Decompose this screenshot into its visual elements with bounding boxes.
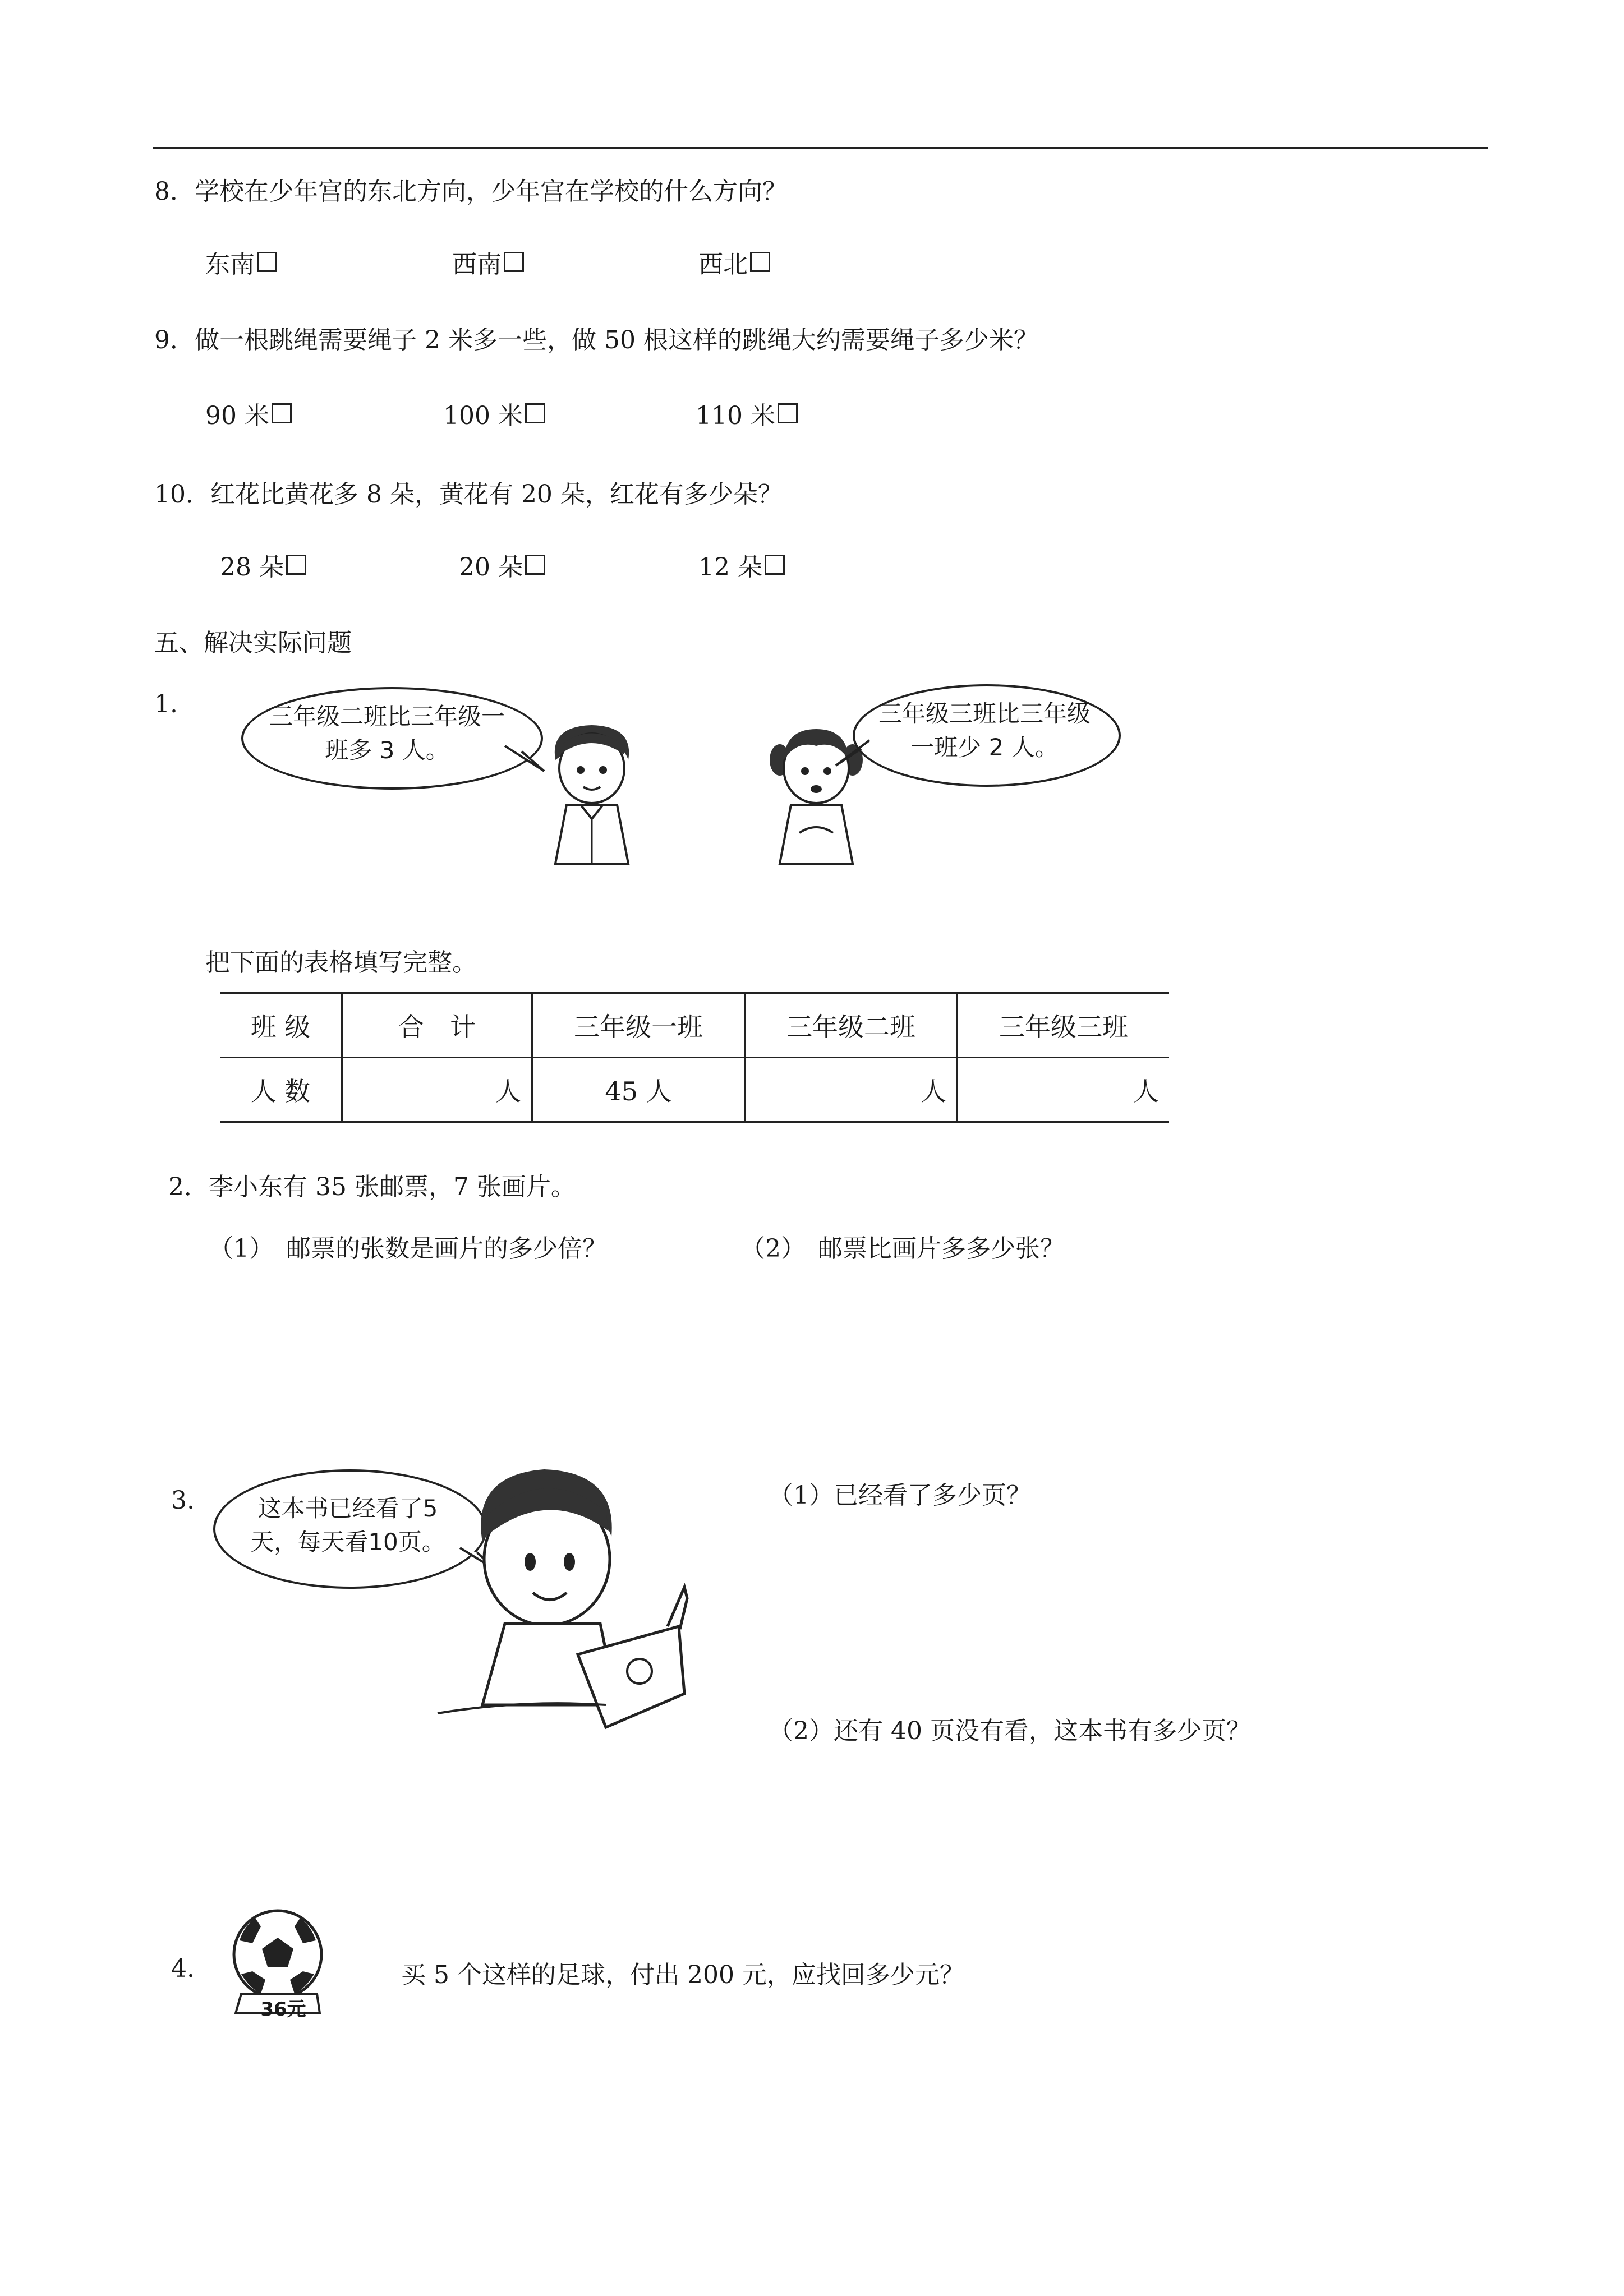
- problem-3-sub1: （1）已经看了多少页？: [769, 1481, 1031, 1510]
- q8-option-3[interactable]: 西北: [698, 244, 770, 280]
- question-9: 9．做一根跳绳需要绳子 2 米多一些，做 50 根这样的跳绳大约需要绳子多少米？: [154, 326, 1038, 354]
- problem-4: 买 5 个这样的足球，付出 200 元，应找回多少元？: [401, 1961, 964, 1989]
- problem-1-number: 1.: [154, 690, 178, 718]
- table-header: 班 级: [220, 993, 342, 1058]
- checkbox-icon[interactable]: [525, 403, 545, 423]
- table-header: 合 计: [342, 993, 532, 1058]
- checkbox-icon[interactable]: [257, 252, 277, 272]
- table-header: 三年级一班: [532, 993, 745, 1058]
- class-table: [220, 992, 1169, 1123]
- boy-illustration: [544, 721, 640, 866]
- q9-option-1[interactable]: 90 米: [205, 395, 292, 431]
- q10-option-3[interactable]: 12 朵: [698, 547, 785, 583]
- section-title: 五、解决实际问题: [154, 629, 352, 657]
- checkbox-icon[interactable]: [750, 252, 770, 272]
- q10-option-2[interactable]: 20 朵: [459, 547, 545, 583]
- question-8: 8．学校在少年宫的东北方向，少年宫在学校的什么方向？: [154, 177, 787, 206]
- table-cell-class3[interactable]: 人: [958, 1058, 1170, 1123]
- q8-option-2[interactable]: 西南: [452, 244, 524, 280]
- problem-3-sub2: （2）还有 40 页没有看，这本书有多少页？: [769, 1717, 1251, 1745]
- bubble-tail: [836, 740, 875, 774]
- problem-2-sub1: （1） 邮票的张数是画片的多少倍？: [209, 1234, 607, 1263]
- girl-speech-text: 三年级三班比三年级一班少 2 人。: [878, 700, 1091, 761]
- checkbox-icon[interactable]: [525, 555, 545, 575]
- table-cell-class2[interactable]: 人: [745, 1058, 958, 1123]
- problem-2: 2．李小东有 35 张邮票，7 张画片。: [168, 1173, 576, 1201]
- table-cell: 45 人: [532, 1058, 745, 1123]
- table-header-row: [220, 993, 1169, 1058]
- table-header: 三年级三班: [958, 993, 1170, 1058]
- checkbox-icon[interactable]: [765, 555, 785, 575]
- checkbox-icon[interactable]: [286, 555, 306, 575]
- table-header: 三年级二班: [745, 993, 958, 1058]
- checkbox-icon[interactable]: [272, 403, 292, 423]
- table-cell-total[interactable]: 人: [342, 1058, 532, 1123]
- table-instruction: 把下面的表格填写完整。: [205, 948, 477, 977]
- boy-speech-text: 三年级二班比三年级一班多 3 人。: [269, 703, 505, 764]
- problem-2-sub2: （2） 邮票比画片多多少张？: [740, 1234, 1065, 1263]
- checkbox-icon[interactable]: [778, 403, 798, 423]
- table-row: [220, 1058, 1169, 1123]
- q9-option-3[interactable]: 110 米: [696, 395, 798, 431]
- bubble-tail: [505, 746, 550, 780]
- table-cell: 人 数: [220, 1058, 342, 1123]
- reader-speech-text: 这本书已经看了5天，每天看10页。: [250, 1495, 445, 1556]
- header-rule: [153, 147, 1488, 149]
- checkbox-icon[interactable]: [504, 252, 524, 272]
- reading-boy-illustration: [438, 1458, 707, 1733]
- problem-4-number: 4.: [171, 1954, 195, 1983]
- q8-option-1[interactable]: 东南: [205, 244, 277, 280]
- price-tag: 36元: [260, 1998, 306, 2021]
- q10-option-1[interactable]: 28 朵: [220, 547, 306, 583]
- q9-option-2[interactable]: 100 米: [443, 395, 545, 431]
- question-10: 10．红花比黄花多 8 朵，黄花有 20 朵，红花有多少朵？: [154, 480, 783, 509]
- problem-3-number: 3.: [171, 1486, 195, 1515]
